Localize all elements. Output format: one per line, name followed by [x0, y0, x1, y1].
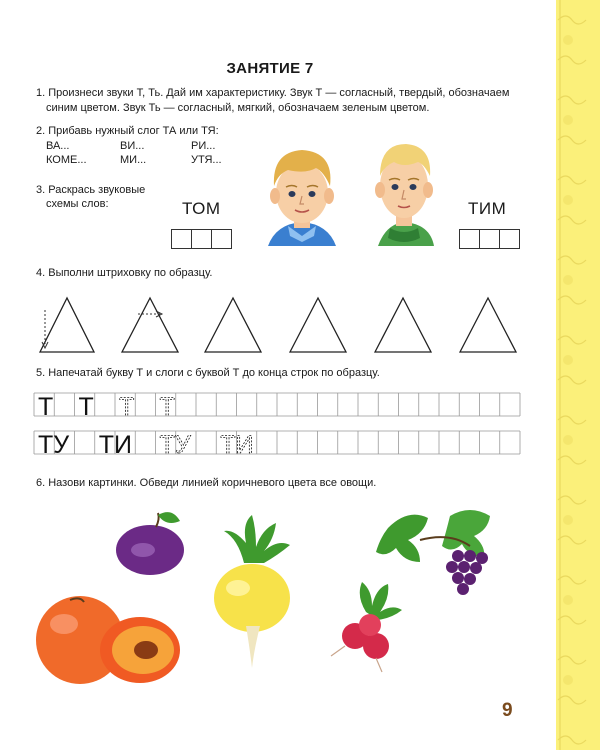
task5-heading: 5. Напечатай букву Т и слоги с буквой Т до конца строк по образцу.	[36, 367, 380, 379]
task1-line1: 1. Произнеси звуки Т, Ть. Дай им характеристику. Звук Т — согласный, твердый, обозначаем	[36, 87, 510, 99]
task6-heading: 6. Назови картинки. Обведи линией коричневого цвета все овощи.	[36, 477, 377, 489]
word-tom: ТОМ	[182, 199, 221, 218]
trace-syllable: ТУ	[159, 431, 191, 459]
task2-word: РИ...	[191, 140, 216, 152]
sample-syllable: ТИ	[98, 431, 132, 459]
task4-heading: 4. Выполни штриховку по образцу.	[36, 267, 213, 279]
task2-word: КОМЕ...	[46, 154, 87, 166]
task2-word: ВА...	[46, 140, 70, 152]
page-number: 9	[502, 700, 513, 721]
task3-heading: 3. Раскрась звуковые	[36, 184, 146, 196]
task1-line2: синим цветом. Звук Ть — согласный, мягкий, обозначаем зеленым цветом.	[46, 102, 430, 114]
sample-letter: Т	[78, 393, 94, 421]
task2-word: ВИ...	[120, 140, 145, 152]
task3-heading-2: схемы слов:	[46, 198, 109, 210]
lesson-title: ЗАНЯТИЕ 7	[226, 60, 314, 77]
task2-heading: 2. Прибавь нужный слог ТА или ТЯ:	[36, 125, 219, 137]
task2-word: УТЯ...	[191, 154, 222, 166]
trace-letter: Т	[119, 393, 135, 421]
task2-word: МИ...	[120, 154, 147, 166]
trace-syllable: ТИ	[220, 431, 254, 459]
trace-letter: Т	[159, 393, 175, 421]
sample-letter: Т	[38, 393, 54, 421]
sample-syllable: ТУ	[38, 431, 70, 459]
word-tim: ТИМ	[468, 199, 507, 218]
